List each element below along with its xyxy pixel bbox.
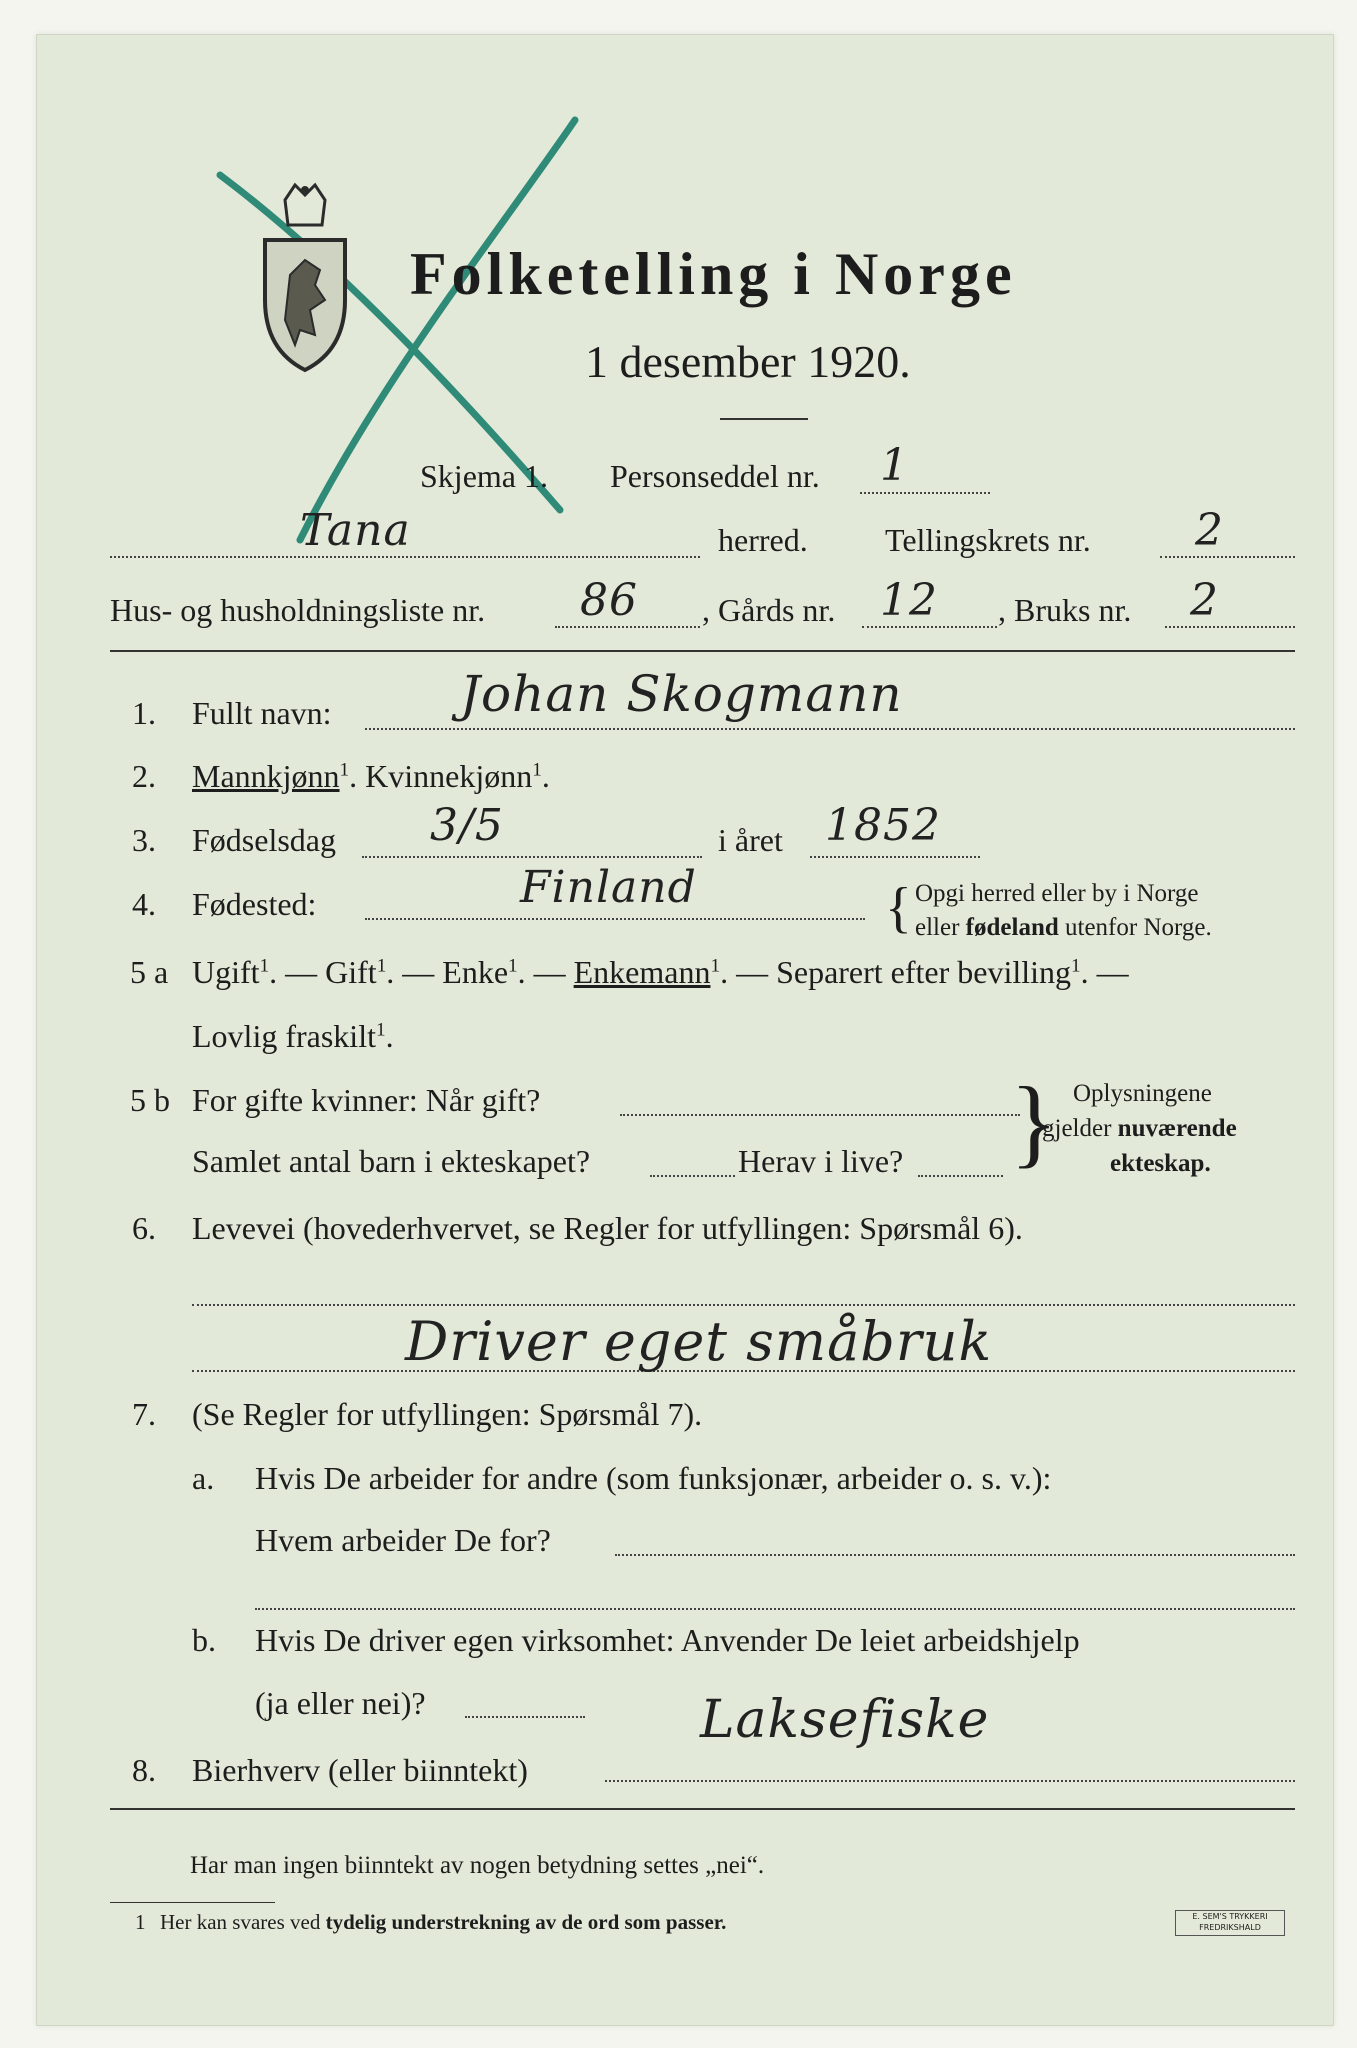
coat-of-arms-icon bbox=[250, 180, 360, 380]
q3-num: 3. bbox=[132, 822, 156, 858]
q5b-label: For gifte kvinner: Når gift? bbox=[192, 1082, 541, 1118]
q7a-label: Hvis De arbeider for andre (som funksjonær, arbeider o. s. v.): bbox=[255, 1460, 1052, 1496]
q5a-separert: Separert efter bevilling bbox=[776, 954, 1072, 990]
q3-year: 1852 bbox=[825, 800, 941, 851]
q7a-num: a. bbox=[192, 1460, 215, 1496]
q6-label: Levevei (hovederhvervet, se Regler for utfyllingen: Spørsmål 6). bbox=[192, 1210, 1023, 1246]
q6-line-1 bbox=[192, 1304, 1295, 1306]
bruks-value: 2 bbox=[1190, 575, 1219, 626]
q4-label: Fødested: bbox=[192, 886, 317, 922]
q5b-live: Herav i live? bbox=[738, 1143, 904, 1179]
q4-note-1: Opgi herred eller by i Norge bbox=[915, 880, 1199, 907]
q5b-barn-line bbox=[650, 1175, 735, 1177]
footnote-num: 1 bbox=[135, 1910, 146, 1934]
q5b-live-line bbox=[918, 1175, 1003, 1177]
q2-num: 2. bbox=[132, 758, 156, 794]
q8-num: 8. bbox=[132, 1752, 156, 1788]
footnote-divider bbox=[110, 1902, 275, 1903]
q5b-num: 5 b bbox=[130, 1082, 170, 1118]
q5b-line bbox=[620, 1114, 1020, 1116]
form-date: 1 desember 1920. bbox=[585, 336, 911, 387]
q6-value: Driver eget småbruk bbox=[405, 1310, 993, 1373]
q7a-hvem: Hvem arbeider De for? bbox=[255, 1522, 551, 1558]
bruks-label: , Bruks nr. bbox=[998, 592, 1132, 628]
q3-year-label: i året bbox=[718, 822, 783, 858]
q3-day: 3/5 bbox=[430, 800, 504, 851]
q2-options: Mannkjønn$^1$. Kvinnekjønn$^1$. bbox=[192, 758, 550, 794]
q3-year-line bbox=[810, 856, 980, 858]
q5a-ugift: Ugift bbox=[192, 954, 260, 990]
herred-value: Tana bbox=[300, 505, 411, 556]
q2-male-sup: 1 bbox=[339, 759, 350, 781]
q1-value: Johan Skogmann bbox=[460, 665, 903, 723]
q7b-num: b. bbox=[192, 1622, 216, 1658]
q7b-janei: (ja eller nei)? bbox=[255, 1685, 426, 1721]
skjema-label: Skjema 1. bbox=[420, 458, 548, 494]
q5b-note-3: ekteskap. bbox=[1110, 1150, 1211, 1177]
hus-label: Hus- og husholdningsliste nr. bbox=[110, 592, 486, 628]
q4-num: 4. bbox=[132, 886, 156, 922]
q5a-lovlig-line: Lovlig fraskilt$^1$. bbox=[192, 1018, 394, 1054]
q1-label: Fullt navn: bbox=[192, 695, 332, 731]
q5a-enkemann: Enkemann bbox=[573, 954, 711, 990]
footer-divider bbox=[110, 1808, 1295, 1810]
q8-label: Bierhverv (eller biinntekt) bbox=[192, 1752, 528, 1788]
tellingskrets-value: 2 bbox=[1195, 505, 1224, 556]
gards-value: 12 bbox=[880, 575, 938, 626]
q6-num: 6. bbox=[132, 1210, 156, 1246]
q8-line bbox=[605, 1780, 1295, 1782]
q1-num: 1. bbox=[132, 695, 156, 731]
bruks-line bbox=[1165, 626, 1295, 628]
gards-label: , Gårds nr. bbox=[702, 592, 836, 628]
q3-label: Fødselsdag bbox=[192, 822, 336, 858]
q4-value: Finland bbox=[520, 862, 697, 913]
header-divider bbox=[110, 650, 1295, 652]
q3-line bbox=[362, 856, 702, 858]
q5a-num: 5 a bbox=[130, 954, 169, 990]
tellingskrets-line bbox=[1160, 556, 1295, 558]
gards-line bbox=[862, 626, 997, 628]
footnote: Her kan svares ved tydelig understrekning av de ord som passer. bbox=[160, 1910, 727, 1934]
q5b-note-2: gjelder nuværende bbox=[1042, 1115, 1237, 1142]
title-divider bbox=[720, 418, 808, 420]
q7b-label: Hvis De driver egen virksomhet: Anvender De leiet arbeidshjelp bbox=[255, 1622, 1080, 1658]
q7b-line bbox=[465, 1716, 585, 1718]
hus-value: 86 bbox=[580, 575, 638, 626]
q5b-brace: } bbox=[1010, 1066, 1058, 1177]
hus-line bbox=[555, 626, 700, 628]
q8-value: Laksefiske bbox=[700, 1690, 990, 1750]
printer-stamp: E. SEM'S TRYKKERI FREDRIKSHALD bbox=[1175, 1910, 1285, 1936]
q5a-lovlig: Lovlig fraskilt bbox=[192, 1018, 376, 1054]
personseddel-label: Personseddel nr. bbox=[610, 458, 820, 494]
q7-label: (Se Regler for utfyllingen: Spørsmål 7). bbox=[192, 1396, 703, 1432]
personseddel-line bbox=[860, 492, 990, 494]
herred-line bbox=[110, 556, 700, 558]
q7a-line-2 bbox=[255, 1608, 1295, 1610]
footer-note: Har man ingen biinntekt av nogen betydning settes „nei“. bbox=[190, 1852, 765, 1879]
q7a-line-1 bbox=[615, 1554, 1295, 1556]
q5a-options: Ugift$^1$. — Gift$^1$. — Enke$^1$. — Enkemann$^1$. — Separert efter bevilling$^1$. — bbox=[192, 954, 1129, 990]
q5b-note-1: Oplysningene bbox=[1073, 1080, 1212, 1107]
herred-label: herred. bbox=[718, 522, 808, 558]
q7-num: 7. bbox=[132, 1396, 156, 1432]
q2-female: Kvinnekjønn bbox=[365, 758, 533, 794]
q2-male: Mannkjønn bbox=[192, 758, 340, 794]
q4-note-2: eller fødeland utenfor Norge. bbox=[915, 914, 1212, 941]
q5a-enke: Enke bbox=[442, 954, 509, 990]
q5a-gift: Gift bbox=[325, 954, 377, 990]
q4-line bbox=[365, 918, 865, 920]
q5b-barn: Samlet antal barn i ekteskapet? bbox=[192, 1143, 591, 1179]
form-title: Folketelling i Norge bbox=[410, 241, 1017, 307]
tellingskrets-label: Tellingskrets nr. bbox=[885, 522, 1091, 558]
q4-note-brace: { bbox=[885, 877, 912, 939]
q1-line bbox=[365, 728, 1295, 730]
personseddel-value: 1 bbox=[880, 440, 909, 491]
q2-female-sup: 1 bbox=[532, 759, 542, 781]
